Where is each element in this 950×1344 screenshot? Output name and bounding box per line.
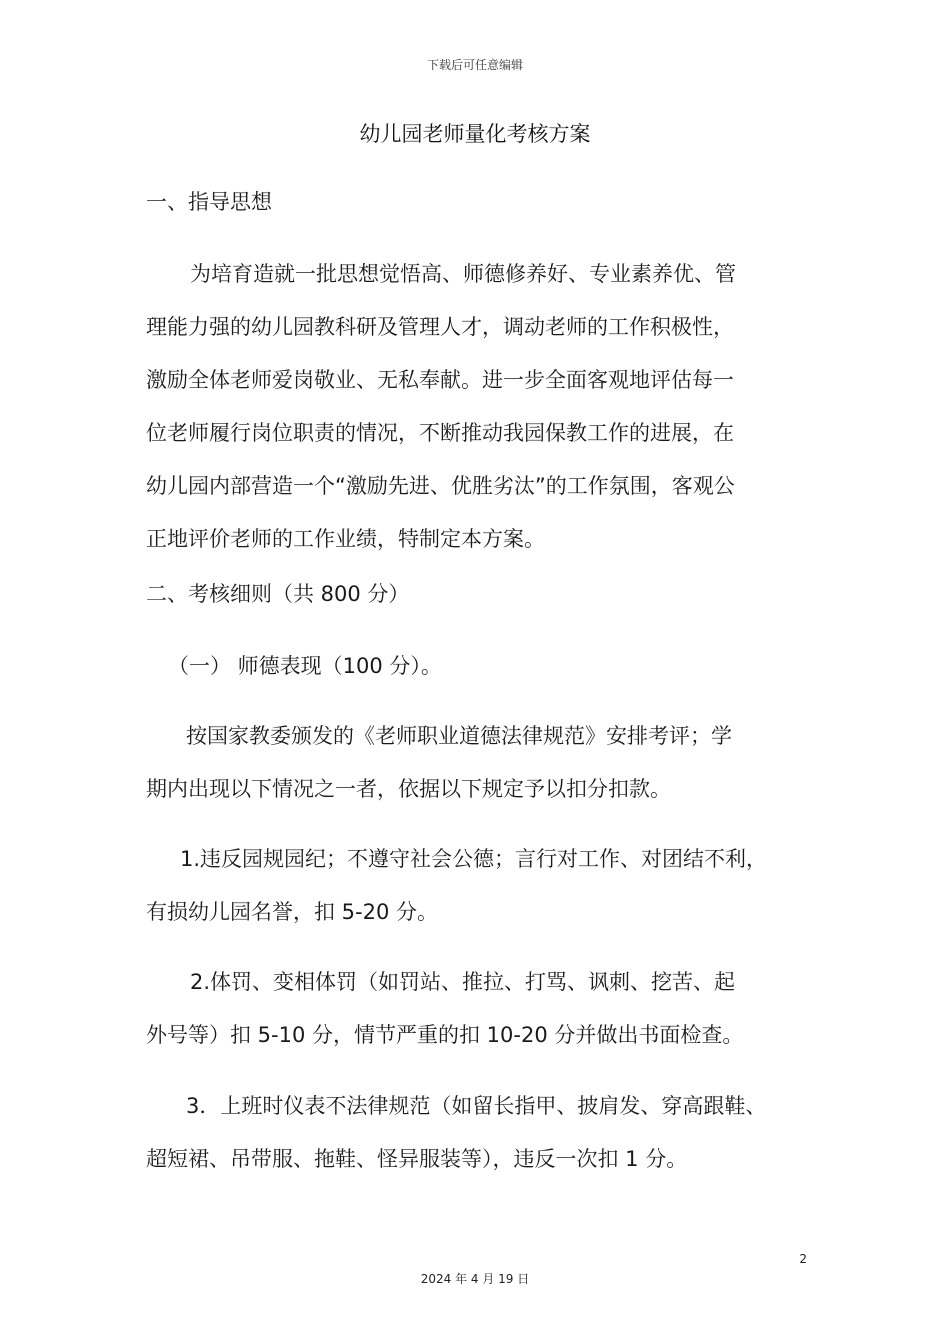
page-header-note: 下载后可任意编辑 — [426, 58, 523, 72]
rule-item-1-cont: 有损幼儿园名誉，扣 5-20 分。 — [146, 900, 439, 924]
paragraph-line: 理能力强的幼儿园教科研及管理人才，调动老师的工作积极性， — [146, 315, 734, 339]
paragraph-line: 位老师履行岗位职责的情况，不断推动我园保教工作的进展，在 — [146, 421, 734, 445]
section-heading-guiding-ideology: 一、指导思想 — [146, 190, 272, 214]
page-number: 2 — [799, 1252, 807, 1266]
rule-item-2-cont: 外号等）扣 5-10 分，情节严重的扣 10-20 分并做出书面检查。 — [146, 1023, 744, 1047]
rule-item-3: 3．上班时仪表不法律规范（如留长指甲、披肩发、穿高跟鞋、 — [186, 1094, 767, 1118]
paragraph-line: 激励全体老师爱岗敬业、无私奉献。进一步全面客观地评估每一 — [146, 368, 734, 392]
section-heading-assessment-rules: 二、考核细则（共 800 分） — [146, 582, 410, 606]
rule-item-3-cont: 超短裙、吊带服、拖鞋、怪异服装等），违反一次扣 1 分。 — [146, 1147, 688, 1171]
paragraph-line: 为培育造就一批思想觉悟高、师德修养好、专业素养优、管 — [190, 262, 736, 286]
rule-item-1: 1.违反园规园纪；不遵守社会公德；言行对工作、对团结不利， — [180, 847, 768, 871]
document-title: 幼儿园老师量化考核方案 — [359, 122, 591, 146]
paragraph-line: 正地评价老师的工作业绩，特制定本方案。 — [146, 527, 545, 551]
paragraph-line: 幼儿园内部营造一个“激励先进、优胜劣汰”的工作氛围，客观公 — [146, 474, 735, 498]
paragraph-line: 按国家教委颁发的《老师职业道德法律规范》安排考评；学 — [186, 724, 732, 748]
page-footer-date: 2024 年 4 月 19 日 — [420, 1272, 530, 1286]
paragraph-line: 期内出现以下情况之一者，依据以下规定予以扣分扣款。 — [146, 777, 671, 801]
rule-item-2: 2.体罚、变相体罚（如罚站、推拉、打骂、讽刺、挖苦、起 — [190, 970, 736, 994]
subsection-heading-ethics: （一） 师德表现（100 分）。 — [168, 654, 442, 678]
